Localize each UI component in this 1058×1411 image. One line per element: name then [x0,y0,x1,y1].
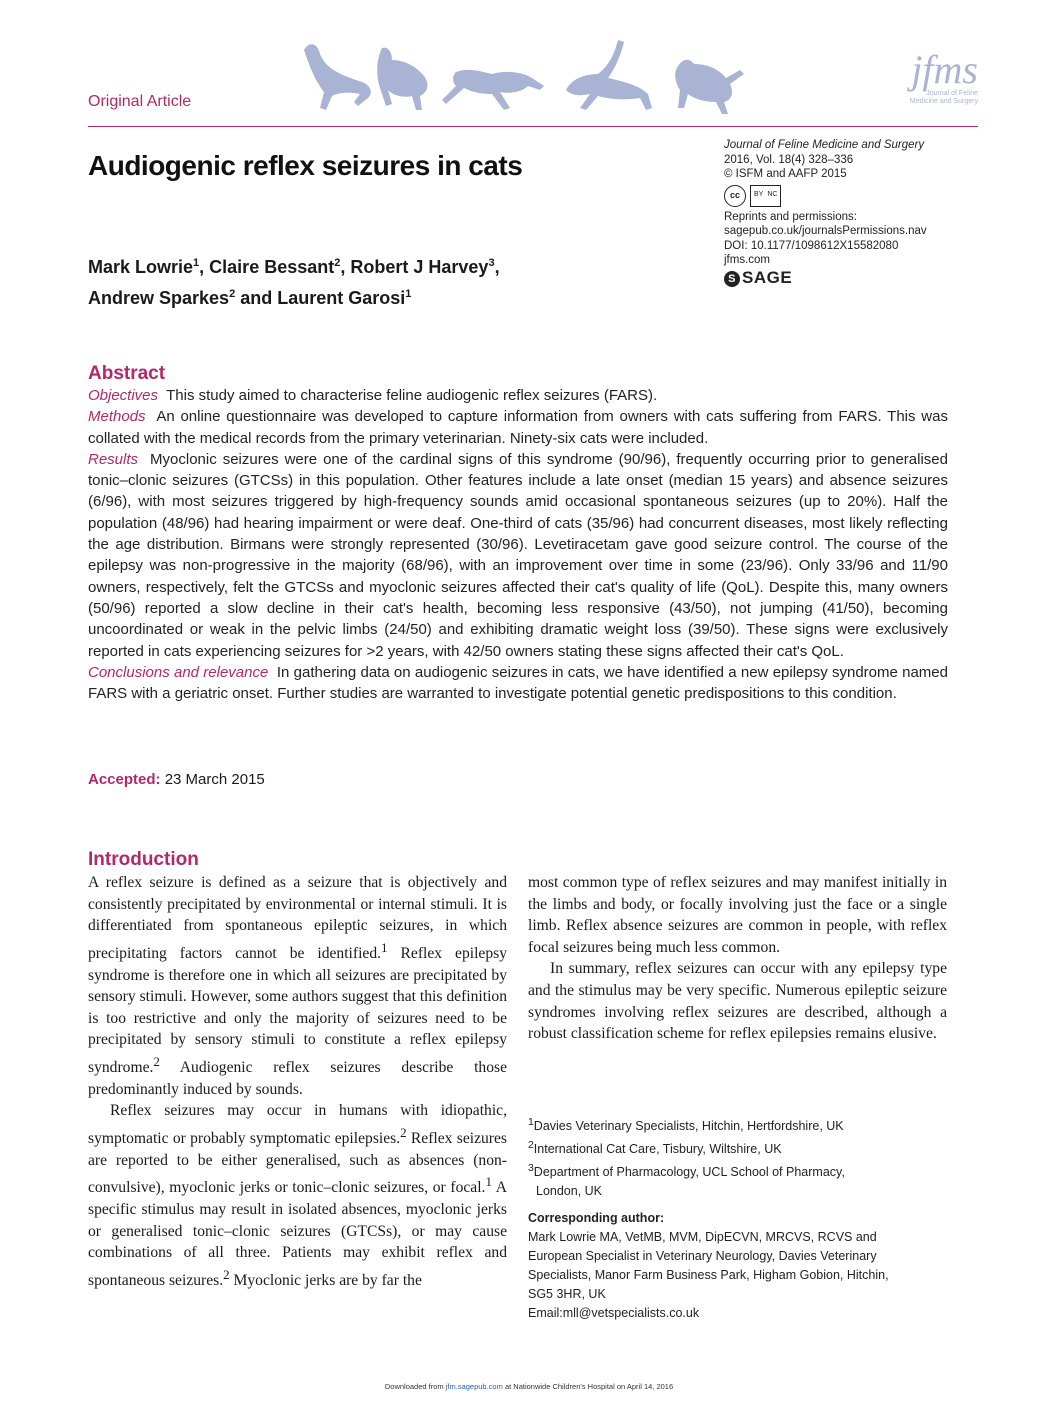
author-separator: and [235,288,278,308]
introduction-right-column [528,872,947,1045]
abstract-section-text: An online questionnaire was developed to capture information from owners with cats suffering from FARS. This was collated with the medical records from the primary veterinarian. Ninety-six cats were included. [88,408,948,447]
accepted-date: 23 March 2015 [164,771,265,788]
abstract-heading: Abstract [88,363,166,384]
author-name: Andrew Sparkes [88,288,230,308]
intro-paragraph: most common type of reflex seizures and may manifest initially in the limbs and body, or focally involving just the face or a single limb. Reflex absence seizures are common in people, with reflex focal seizures being much less common. [528,874,947,956]
introduction-heading: Introduction [88,849,199,870]
text-run: A specific stimulus may result in isolated absences, myoclonic jerks or generalised tonic–clonic seizures (GTCSs), or may cause combinations of all three. Patients may exhibit reflex and spontaneous seizures. [88,1179,507,1290]
text-run: A reflex seizure is defined as a seizure that is objectively and consistently precipitated by environmental or internal stimuli. It is differentiated from spontaneous epileptic seizures, in which precipitating factors cannot be identified. [88,874,507,962]
corresponding-author-heading: Corresponding author: [528,1211,665,1226]
download-footer [0,1382,1058,1391]
author-name: Robert J Harvey [350,257,489,277]
abstract-section-text: This study aimed to characterise feline audiogenic reflex seizures (FARS). [166,387,658,404]
journal-logo-subtitle-2: Medicine and Surgery [909,98,978,105]
affiliation [528,1159,948,1182]
author-separator: , [494,257,500,277]
citation-marker[interactable]: 1 [381,939,388,955]
article-title: Audiogenic reflex seizures in cats [88,150,523,181]
author-separator: , [199,257,210,277]
abstract-results [88,449,948,662]
affiliation [528,1136,948,1159]
footer-text: at Nationwide Children's Hospital on April 14, 2016 [502,1382,674,1391]
corresponding-author-line: Specialists, Manor Farm Business Park, Higham Gobion, Hitchin, [528,1268,889,1283]
affiliation-text: International Cat Care, Tisbury, Wiltshire, UK [533,1142,782,1157]
cc-by-label: BY [754,191,764,199]
cc-nc-label: NC [767,191,778,199]
affiliation [528,1113,948,1136]
sage-circle-icon: S [724,271,740,287]
citation-marker[interactable]: 1 [485,1174,492,1190]
affiliation-continuation: London, UK [536,1184,603,1199]
intro-paragraph [88,1100,507,1291]
header-divider [88,126,978,127]
corresponding-author-email[interactable]: Email:mll@vetspecialists.co.uk [528,1306,700,1321]
copyright-line: © ISFM and AAFP 2015 [724,168,847,180]
affiliation-text: Davies Veterinary Specialists, Hitchin, Hertfordshire, UK [533,1119,844,1134]
abstract-conclusions [88,662,948,705]
affiliation-number: 3 [528,1163,534,1175]
corresponding-author-line: SG5 3HR, UK [528,1287,606,1302]
reprints-link[interactable]: sagepub.co.uk/journalsPermissions.nav [724,225,927,237]
author-list [88,250,500,312]
author-affiliation-marker: 1 [193,257,200,269]
accepted-date-line [88,771,265,788]
sage-logo [724,268,984,288]
text-run: Myoclonic jerks are by far the [229,1272,422,1290]
citation-marker[interactable]: 2 [400,1124,407,1140]
author-affiliation-marker: 3 [488,257,495,269]
cats-banner-illustration [296,30,856,125]
text-run: Reflex epilepsy syndrome is therefore one in which all seizures are precipitated by sensory stimuli. However, some authors suggest that this definition is too restrictive and only the majority of seizures need to be precipitated by sensory stimuli to constitute a reflex epilepsy syndrome. [88,944,507,1077]
cc-license-badge [724,185,984,207]
intro-paragraph: In summary, reflex seizures can occur with any epilepsy type and the stimulus may be very specific. Numerous epileptic seizure syndromes involving reflex seizures are described, although a robust classification scheme for reflex epilepsies remains elusive. [528,960,947,1043]
text-run: Reflex seizures are reported to be either generalised, such as absences (non-convulsive), myoclonic jerks or tonic–clonic seizures, or focal. [88,1130,507,1197]
article-type-label: Original Article [88,93,192,110]
affiliation-text: Department of Pharmacology, UCL School of Pharmacy, [533,1165,845,1180]
author-separator: , [340,257,351,277]
journal-logo-subtitle-1: Journal of Feline [926,90,978,97]
journal-name: Journal of Feline Medicine and Surgery [724,139,925,151]
author-name: Laurent Garosi [277,288,406,308]
journal-site-link[interactable]: jfms.com [724,254,770,266]
journal-logo [838,47,978,120]
abstract-section-text: Myoclonic seizures were one of the cardinal signs of this syndrome (90/96), frequently occurring prior to generalised tonic–clonic seizures (GTCSs) in this population. Other features include a late onset (median 15 years) and absence seizures (6/96), with most seizures triggered by high-frequency sounds amid occasional spontaneous seizures (up to 20%). Half the population (48/96) had hearing impairment or were deaf. One-third of cats (35/96) had concurrent diseases, most likely reflecting the age distribution. Birmans were strongly represented (30/96). Levetiracetam gave good seizure control. The course of the epilepsy was non-progressive in the majority (68/96), with an improvement over time in some (23/96). Only 33/96 and 11/90 owners, respectively, felt the GTCSs and myoclonic seizures affected their cat's quality of life (QoL). Despite this, many owners (50/96) reported a slow decline in their cat's health, becoming less responsive (43/50), not jumping (41/50), becoming uncoordinated or weak in the pelvic limbs (24/50) and exhibiting dramatic weight loss (39/50). These signs were exclusively reported in cats experiencing seizures for >2 years, with 42/50 owners stating these signs affected their cat's QoL. [88,450,948,660]
introduction-left-column [88,872,507,1292]
cc-icon: cc [724,185,746,207]
affiliations-block [528,1113,948,1323]
sage-logo-text: SAGE [742,268,793,288]
doi[interactable]: DOI: 10.1177/1098612X15582080 [724,239,899,252]
abstract-body [88,385,948,704]
author-line-1 [88,250,500,281]
text-run: Reflex seizures may occur in humans with idiopathic, symptomatic or probably symptomatic epilepsies. [88,1102,507,1148]
author-affiliation-marker: 2 [229,288,236,300]
abstract-section-label: Conclusions and relevance [88,663,269,681]
author-name: Mark Lowrie [88,257,194,277]
cc-by-nc-icon [750,185,781,207]
affiliation-number: 2 [528,1140,534,1152]
reprints-label: Reprints and permissions: [724,210,857,223]
citation-marker[interactable]: 2 [153,1053,160,1069]
journal-volume: 2016, Vol. 18(4) 328–336 [724,153,854,166]
author-affiliation-marker: 2 [334,257,341,269]
abstract-section-label: Methods [88,408,146,426]
abstract-methods [88,406,948,449]
author-line-2 [88,281,500,312]
abstract-section-label: Results [88,450,139,468]
intro-paragraph [88,872,507,1100]
corresponding-author-line: European Specialist in Veterinary Neurology, Davies Veterinary [528,1249,877,1264]
footer-text: Downloaded from [384,1382,446,1391]
abstract-section-label: Objectives [88,387,159,404]
citation-marker[interactable]: 2 [223,1266,230,1282]
footer-link[interactable]: jfm.sagepub.com [445,1382,503,1391]
corresponding-author-line: Mark Lowrie MA, VetMB, MVM, DipECVN, MRCVS, RCVS and [528,1230,877,1245]
author-name: Claire Bessant [209,257,335,277]
journal-logo-text: jfms [911,47,978,92]
author-affiliation-marker: 1 [405,288,412,300]
abstract-section-text: In gathering data on audiogenic seizures in cats, we have identified a new epilepsy syndrome named FARS with a geriatric onset. Further studies are warranted to investigate potential genetic predispositions to this condition. [88,663,948,703]
journal-meta-block [724,138,984,287]
affiliation-number: 1 [528,1117,534,1128]
abstract-objectives [88,385,948,406]
text-run: Audiogenic reflex seizures describe those predominantly induced by sounds. [88,1059,507,1098]
accepted-label: Accepted: [88,771,161,788]
